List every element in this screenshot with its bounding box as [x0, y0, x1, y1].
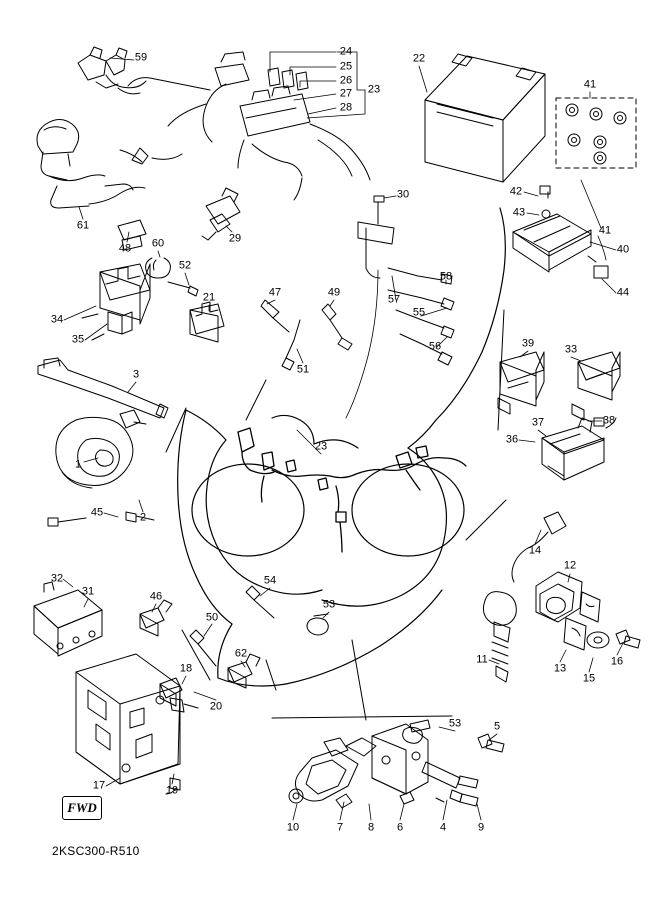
callout-14: 14 [528, 544, 542, 557]
part-60-clamp [146, 258, 171, 278]
callout-1: 1 [74, 458, 82, 471]
part-49-band [322, 304, 352, 350]
callout-61: 61 [76, 219, 90, 232]
callout-8: 8 [367, 821, 375, 834]
callout-26: 26 [339, 74, 353, 87]
callout-42: 42 [509, 185, 523, 198]
part-23-main-wire-harness [128, 52, 370, 200]
part-39-relay [498, 352, 544, 414]
part-16-bolt [616, 630, 640, 648]
part-47-band [261, 300, 289, 332]
callout-31: 31 [81, 585, 95, 598]
callout-16: 16 [610, 655, 624, 668]
part-22-battery [425, 54, 545, 182]
fwd-direction-badge: FWD [62, 796, 102, 820]
callout-58: 58 [439, 270, 453, 283]
callout-51: 51 [296, 363, 310, 376]
callout-33: 33 [564, 343, 578, 356]
callout-46: 46 [149, 590, 163, 603]
callout-56: 56 [428, 340, 442, 353]
part-code-label: 2KSC300-R510 [52, 844, 140, 858]
callout-24: 24 [339, 45, 353, 58]
part-61-sub-harness [37, 120, 182, 209]
part-33-relay [572, 352, 620, 420]
callout-11: 11 [476, 653, 488, 666]
part-17-engine-bracket [76, 654, 198, 794]
part-7-side-stand-switch [289, 738, 376, 808]
part-36-starter-relay [542, 414, 616, 480]
callout-41: 41 [583, 78, 597, 91]
part-30-bolt-bracket [358, 196, 394, 278]
motorcycle-body-outline [178, 208, 506, 686]
part-52-band [168, 282, 198, 296]
callout-6: 6 [396, 821, 404, 834]
part-3-bracket [38, 358, 168, 418]
callout-29: 29 [228, 232, 242, 245]
callout-49: 49 [327, 286, 341, 299]
part-12-ignition-coil [536, 572, 600, 622]
callout-34: 34 [50, 313, 64, 326]
callout-37: 37 [531, 416, 545, 429]
part-34-fuse-box [82, 264, 150, 340]
callout-22: 22 [412, 52, 426, 65]
callout-9: 9 [477, 821, 485, 834]
callout-30: 30 [396, 188, 410, 201]
part-45-bolt [48, 518, 86, 526]
callout-45: 45 [90, 506, 104, 519]
callout-35: 35 [71, 333, 85, 346]
callout-2: 2 [139, 511, 147, 524]
callout-41b: 41 [598, 224, 612, 237]
callout-62: 62 [234, 647, 248, 660]
main-harness-center [238, 428, 466, 552]
callout-10: 10 [286, 821, 300, 834]
callout-12: 12 [563, 559, 577, 572]
callout-38: 38 [602, 414, 616, 427]
callout-57: 57 [387, 293, 401, 306]
callout-39: 39 [521, 337, 535, 350]
part-5-bolt [478, 734, 504, 752]
leader-lines [63, 52, 623, 820]
callout-3: 3 [132, 368, 140, 381]
part-41-fastener-set [556, 98, 636, 168]
part-6-bracket [372, 724, 428, 804]
callout-17: 17 [92, 779, 106, 792]
callout-59: 59 [134, 51, 148, 64]
callout-44: 44 [616, 286, 630, 299]
callout-13: 13 [553, 662, 567, 675]
callout-32: 32 [50, 572, 64, 585]
callout-50: 50 [205, 611, 219, 624]
callout-54: 54 [263, 574, 277, 587]
callout-53a: 53 [322, 598, 336, 611]
callout-15: 15 [582, 672, 596, 685]
part-21-connector-block [190, 302, 224, 342]
callout-23t: 23 [367, 83, 381, 96]
callout-27: 27 [339, 87, 353, 100]
callout-4: 4 [439, 821, 447, 834]
part-46-clamp [140, 600, 172, 636]
part-4-9-bolts [422, 762, 478, 806]
callout-20: 20 [209, 700, 223, 713]
part-1-horn [56, 410, 146, 488]
callout-7: 7 [336, 821, 344, 834]
callout-40: 40 [616, 243, 630, 256]
callout-53b: 53 [448, 717, 462, 730]
callout-19: 19 [165, 784, 179, 797]
callout-52: 52 [178, 259, 192, 272]
callout-25: 25 [339, 60, 353, 73]
callout-43: 43 [512, 206, 526, 219]
callout-48: 48 [118, 242, 132, 255]
callout-5: 5 [493, 720, 501, 733]
part-11-spark-plug [483, 592, 516, 682]
part-13-bracket [564, 618, 586, 650]
part-40-ecu [513, 186, 608, 278]
part-15-washer [587, 632, 609, 648]
part-53-clip-center [307, 614, 328, 635]
callout-55: 55 [412, 306, 426, 319]
callout-23m: 23 [314, 440, 328, 453]
part-54-band [246, 586, 274, 618]
part-51-band [282, 320, 300, 370]
callout-18: 18 [179, 662, 193, 675]
callout-28: 28 [339, 101, 353, 114]
callout-47: 47 [268, 286, 282, 299]
callout-21: 21 [202, 291, 216, 304]
callout-36: 36 [505, 433, 519, 446]
callout-60: 60 [151, 237, 165, 250]
part-50-band [190, 630, 216, 666]
